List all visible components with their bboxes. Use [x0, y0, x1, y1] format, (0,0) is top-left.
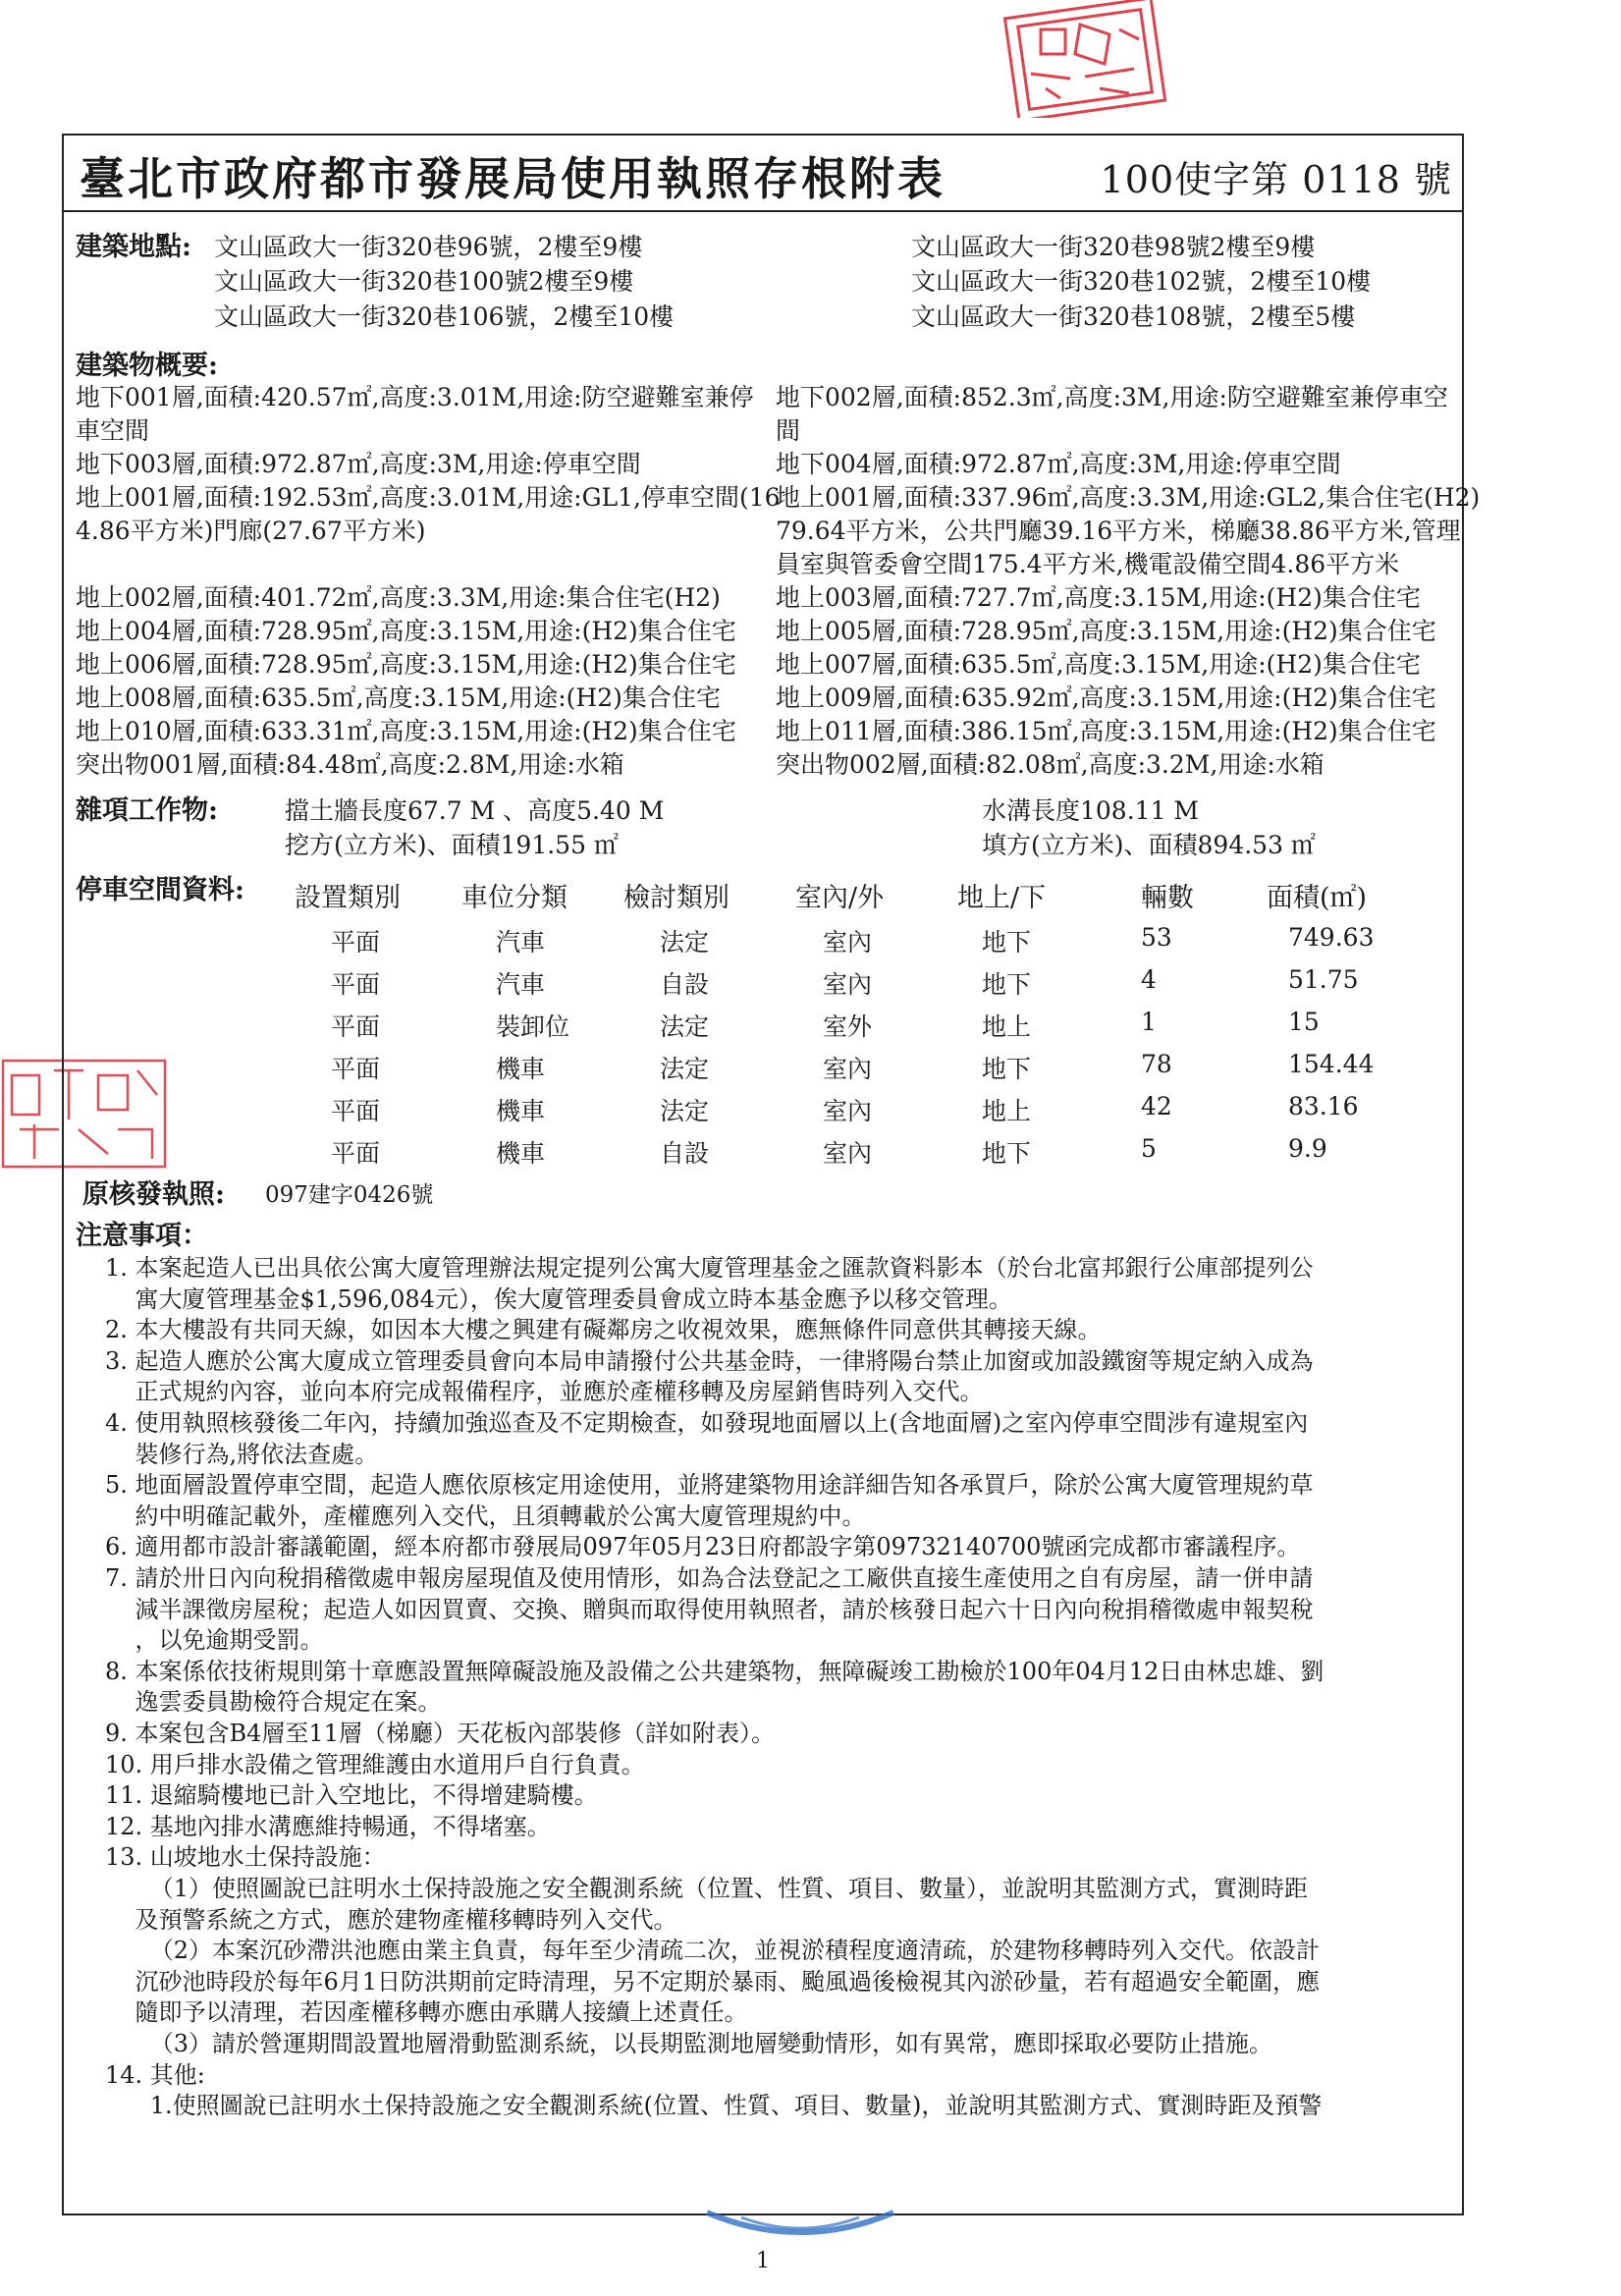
- parking-header-1: 設置類別: [295, 883, 401, 913]
- parking-row-4-col-1: 平面: [331, 1055, 381, 1083]
- overview-left-2: 車空間: [76, 416, 150, 445]
- parking-row-1-col-6: 53: [1141, 923, 1172, 952]
- parking-row-6-col-3: 自設: [660, 1139, 710, 1168]
- note-line-27: 14. 其他:: [105, 2060, 205, 2089]
- location-left-2: 文山區政大一街320巷100號2樓至9樓: [214, 267, 634, 296]
- parking-row-6-col-7: 9.9: [1288, 1134, 1327, 1163]
- overview-right-4: 地上001層,面積:337.96㎡,高度:3.3M,用途:GL2,集合住宅(H2): [776, 483, 1481, 512]
- note-line-9: 約中明確記載外，產權應列入交代，且須轉載於公寓大廈管理規約中。: [105, 1502, 866, 1530]
- parking-header-6: 輛數: [1141, 883, 1194, 913]
- note-line-2: 寓大廈管理基金$1,596,084元），俟大廈管理委員會成立時本基金應予以移交管理。: [105, 1285, 1012, 1313]
- parking-row-6-col-1: 平面: [331, 1139, 381, 1168]
- location-right-1: 文山區政大一街320巷98號2樓至9樓: [911, 233, 1316, 261]
- overview-right-11: 地上011層,面積:386.15㎡,高度:3.15M,用途:(H2)集合住宅: [776, 717, 1436, 745]
- original-permit-value: 097建字0426號: [265, 1182, 434, 1208]
- note-line-4: 3. 起造人應於公寓大廈成立管理委員會向本局申請撥付公共基金時，一律將陽台禁止加窗或加設鐵窗等規定納入成為: [105, 1346, 1314, 1375]
- header-bar: [64, 136, 1462, 212]
- document-frame: [62, 134, 1464, 2215]
- parking-row-1-col-5: 地下: [982, 928, 1032, 957]
- parking-row-5-col-5: 地上: [982, 1097, 1032, 1125]
- misc-left-1: 擋土牆長度67.7 M 、高度5.40 M: [285, 796, 665, 825]
- overview-left-1: 地下001層,面積:420.57㎡,高度:3.01M,用途:防空避難室兼停: [76, 383, 754, 411]
- parking-row-4-col-4: 室內: [823, 1055, 873, 1083]
- note-line-21: （1）使照圖說已註明水土保持設施之安全觀測系統（位置、性質、項目、數量），並說明其監測方式，實測時距: [105, 1875, 1309, 1902]
- parking-row-1-col-7: 749.63: [1288, 923, 1375, 952]
- parking-row-2-col-2: 汽車: [496, 970, 546, 999]
- parking-row-1-col-3: 法定: [660, 928, 710, 957]
- parking-row-1-col-1: 平面: [331, 928, 381, 957]
- note-line-26: （3）請於營運期間設置地層滑動監測系統，以長期監測地層變動情形，如有異常，應即採取必要防止措施。: [105, 2030, 1273, 2057]
- overview-right-8: 地上005層,面積:728.95㎡,高度:3.15M,用途:(H2)集合住宅: [776, 617, 1436, 645]
- parking-header-3: 檢討類別: [623, 883, 729, 913]
- parking-row-6-col-6: 5: [1141, 1134, 1157, 1163]
- note-line-15: 逸雲委員勘檢符合規定在案。: [105, 1688, 442, 1717]
- note-line-28: 1.使照圖說已註明水土保持設施之安全觀測系統(位置、性質、項目、數量)，並說明其監測方式、實測時距及預警: [105, 2092, 1323, 2120]
- parking-row-6-col-2: 機車: [496, 1139, 546, 1168]
- misc-label: 雜項工作物:: [76, 795, 218, 826]
- note-line-20: 13. 山坡地水土保持設施：: [105, 1843, 386, 1872]
- note-line-3: 2. 本大樓設有共同天線，如因本大樓之興建有礙鄰房之收視效果，應無條件同意供其轉接天線。: [105, 1316, 1102, 1344]
- note-line-24: 沉砂池時段於每年6月1日防洪期前定時清理，另不定期於暴雨、颱風過後檢視其內淤砂量，若有超過安全範圍，應: [105, 1967, 1321, 1995]
- overview-left-9: 地上006層,面積:728.95㎡,高度:3.15M,用途:(H2)集合住宅: [76, 650, 736, 679]
- note-line-16: 9. 本案包含B4層至11層（梯廳）天花板內部裝修（詳如附表）。: [105, 1720, 775, 1747]
- page-title: 臺北市政府都市發展局使用執照存根附表: [80, 152, 946, 205]
- parking-row-3-col-5: 地上: [982, 1012, 1032, 1041]
- parking-header-5: 地上/下: [957, 883, 1047, 913]
- overview-left-11: 地上010層,面積:633.31㎡,高度:3.15M,用途:(H2)集合住宅: [76, 717, 736, 745]
- parking-row-4-col-2: 機車: [496, 1055, 546, 1083]
- notes-label: 注意事項：: [76, 1221, 208, 1251]
- overview-left-7: 地上002層,面積:401.72㎡,高度:3.3M,用途:集合住宅(H2): [76, 583, 721, 612]
- parking-row-4-col-7: 154.44: [1288, 1050, 1375, 1078]
- parking-row-5-col-4: 室內: [823, 1097, 873, 1125]
- note-line-10: 6. 適用都市設計審議範圍，經本府都市發展局097年05月23日府都設字第09732140700號函完成都市審議程序。: [105, 1533, 1301, 1561]
- parking-row-1-col-4: 室內: [823, 928, 873, 957]
- misc-left-2: 挖方(立方米)、面積191.55 ㎡: [285, 831, 619, 859]
- parking-row-2-col-1: 平面: [331, 970, 381, 999]
- note-line-13: ，以免逾期受罰。: [105, 1626, 324, 1655]
- parking-row-3-col-7: 15: [1288, 1008, 1320, 1036]
- note-line-19: 12. 基地內排水溝應維持暢通，不得堵塞。: [105, 1812, 551, 1840]
- overview-left-4: 地上001層,面積:192.53㎡,高度:3.01M,用途:GL1,停車空間(16: [76, 483, 781, 512]
- location-left-1: 文山區政大一街320巷96號，2樓至9樓: [214, 233, 643, 261]
- parking-row-2-col-3: 自設: [660, 970, 710, 999]
- note-line-17: 10. 用戶排水設備之管理維護由水道用戶自行負責。: [105, 1750, 645, 1778]
- parking-row-2-col-6: 4: [1141, 965, 1157, 994]
- permit-number: 100使字第 0118 號: [1100, 158, 1452, 201]
- parking-row-5-col-7: 83.16: [1288, 1092, 1359, 1121]
- original-permit-label: 原核發執照:: [82, 1179, 225, 1210]
- overview-left-8: 地上004層,面積:728.95㎡,高度:3.15M,用途:(H2)集合住宅: [76, 617, 736, 645]
- overview-right-9: 地上007層,面積:635.5㎡,高度:3.15M,用途:(H2)集合住宅: [776, 650, 1421, 679]
- note-line-18: 11. 退縮騎樓地已計入空地比，不得增建騎樓。: [105, 1781, 598, 1810]
- overview-right-2: 間: [776, 416, 801, 445]
- overview-left-5: 4.86平方米)門廊(27.67平方米): [76, 517, 426, 545]
- note-line-8: 5. 地面層設置停車空間，起造人應依原核定用途使用，並將建築物用途詳細告知各承買戶，除於公寓大廈管理規約草: [105, 1471, 1314, 1500]
- parking-label: 停車空間資料:: [76, 875, 244, 905]
- note-line-22: 及預警系統之方式，應於建物產權移轉時列入交代。: [105, 1905, 677, 1934]
- misc-right-2: 填方(立方米)、面積894.53 ㎡: [982, 831, 1316, 859]
- parking-row-5-col-6: 42: [1141, 1092, 1172, 1121]
- parking-row-3-col-6: 1: [1141, 1008, 1157, 1036]
- parking-row-3-col-4: 室外: [823, 1012, 873, 1041]
- note-line-25: 隨即予以清理，若因產權移轉亦應由承購人接續上述責任。: [105, 1998, 748, 2027]
- parking-row-4-col-6: 78: [1141, 1050, 1172, 1078]
- note-line-1: 1. 本案起造人已出具依公寓大廈管理辦法規定提列公寓大廈管理基金之匯款資料影本（於台北富邦銀行公庫部提列公: [105, 1254, 1314, 1282]
- misc-right-1: 水溝長度108.11 M: [982, 796, 1200, 825]
- parking-row-5-col-1: 平面: [331, 1097, 381, 1125]
- parking-row-4-col-3: 法定: [660, 1055, 710, 1083]
- parking-row-3-col-3: 法定: [660, 1012, 710, 1041]
- note-line-7: 裝修行為,將依法查處。: [105, 1440, 379, 1468]
- parking-row-4-col-5: 地下: [982, 1055, 1032, 1083]
- overview-right-12: 突出物002層,面積:82.08㎡,高度:3.2M,用途:水箱: [776, 750, 1324, 779]
- overview-right-3: 地下004層,面積:972.87㎡,高度:3M,用途:停車空間: [776, 450, 1341, 478]
- parking-row-3-col-2: 裝卸位: [496, 1012, 570, 1041]
- note-line-11: 7. 請於卅日內向稅捐稽徵處申報房屋現值及使用情形，如為合法登記之工廠供直接生產使用之自有房屋，請一併申請: [105, 1564, 1314, 1592]
- overview-left-12: 突出物001層,面積:84.48㎡,高度:2.8M,用途:水箱: [76, 750, 624, 779]
- parking-row-5-col-3: 法定: [660, 1097, 710, 1125]
- location-left-3: 文山區政大一街320巷106號，2樓至10樓: [214, 302, 675, 331]
- overview-right-7: 地上003層,面積:727.7㎡,高度:3.15M,用途:(H2)集合住宅: [776, 583, 1421, 612]
- parking-row-5-col-2: 機車: [496, 1097, 546, 1125]
- overview-label: 建築物概要:: [76, 351, 218, 381]
- note-line-12: 減半課徵房屋稅；起造人如因買賣、交換、贈與而取得使用執照者，請於核發日起六十日內向稅捐稽徵處申報契稅: [105, 1595, 1314, 1623]
- parking-row-2-col-5: 地下: [982, 970, 1032, 999]
- parking-row-2-col-7: 51.75: [1288, 965, 1359, 994]
- overview-right-6: 員室與管委會空間175.4平方米,機電設備空間4.86平方米: [776, 550, 1400, 578]
- note-line-6: 4. 使用執照核發後二年內，持續加強巡查及不定期檢查，如發現地面層以上(含地面層)之室內停車空間涉有違規室內: [105, 1409, 1309, 1437]
- overview-right-10: 地上009層,面積:635.92㎡,高度:3.15M,用途:(H2)集合住宅: [776, 683, 1436, 712]
- location-right-3: 文山區政大一街320巷108號，2樓至5樓: [911, 302, 1356, 331]
- overview-right-5: 79.64平方米，公共門廳39.16平方米，梯廳38.86平方米,管理: [776, 517, 1461, 545]
- overview-left-10: 地上008層,面積:635.5㎡,高度:3.15M,用途:(H2)集合住宅: [76, 683, 721, 712]
- parking-header-2: 車位分類: [461, 883, 567, 913]
- overview-left-3: 地下003層,面積:972.87㎡,高度:3M,用途:停車空間: [76, 450, 641, 478]
- blue-stamp-mark: [702, 2208, 898, 2247]
- parking-row-2-col-4: 室內: [823, 970, 873, 999]
- note-line-14: 8. 本案係依技術規則第十章應設置無障礙設施及設備之公共建築物，無障礙竣工勘檢於100年04月12日由林忠雄、劉: [105, 1657, 1324, 1685]
- parking-row-6-col-4: 室內: [823, 1139, 873, 1168]
- parking-header-4: 室內/外: [795, 883, 885, 913]
- parking-row-3-col-1: 平面: [331, 1012, 381, 1041]
- parking-row-1-col-2: 汽車: [496, 928, 546, 957]
- note-line-23: （2）本案沉砂滯洪池應由業主負責，每年至少清疏二次，並視淤積程度適清疏，於建物移轉時列入交代。依設計: [105, 1937, 1321, 1965]
- parking-header-7: 面積(㎡): [1267, 883, 1368, 913]
- location-right-2: 文山區政大一街320巷102號，2樓至10樓: [911, 267, 1372, 296]
- overview-right-1: 地下002層,面積:852.3㎡,高度:3M,用途:防空避難室兼停車空: [776, 383, 1448, 411]
- location-label: 建築地點:: [76, 232, 191, 262]
- parking-row-6-col-5: 地下: [982, 1139, 1032, 1168]
- official-seal-top: [972, 0, 1190, 118]
- note-line-5: 正式規約內容，並向本府完成報備程序，並應於產權移轉及房屋銷售時列入交代。: [105, 1378, 984, 1406]
- page-number: 1: [756, 2249, 770, 2273]
